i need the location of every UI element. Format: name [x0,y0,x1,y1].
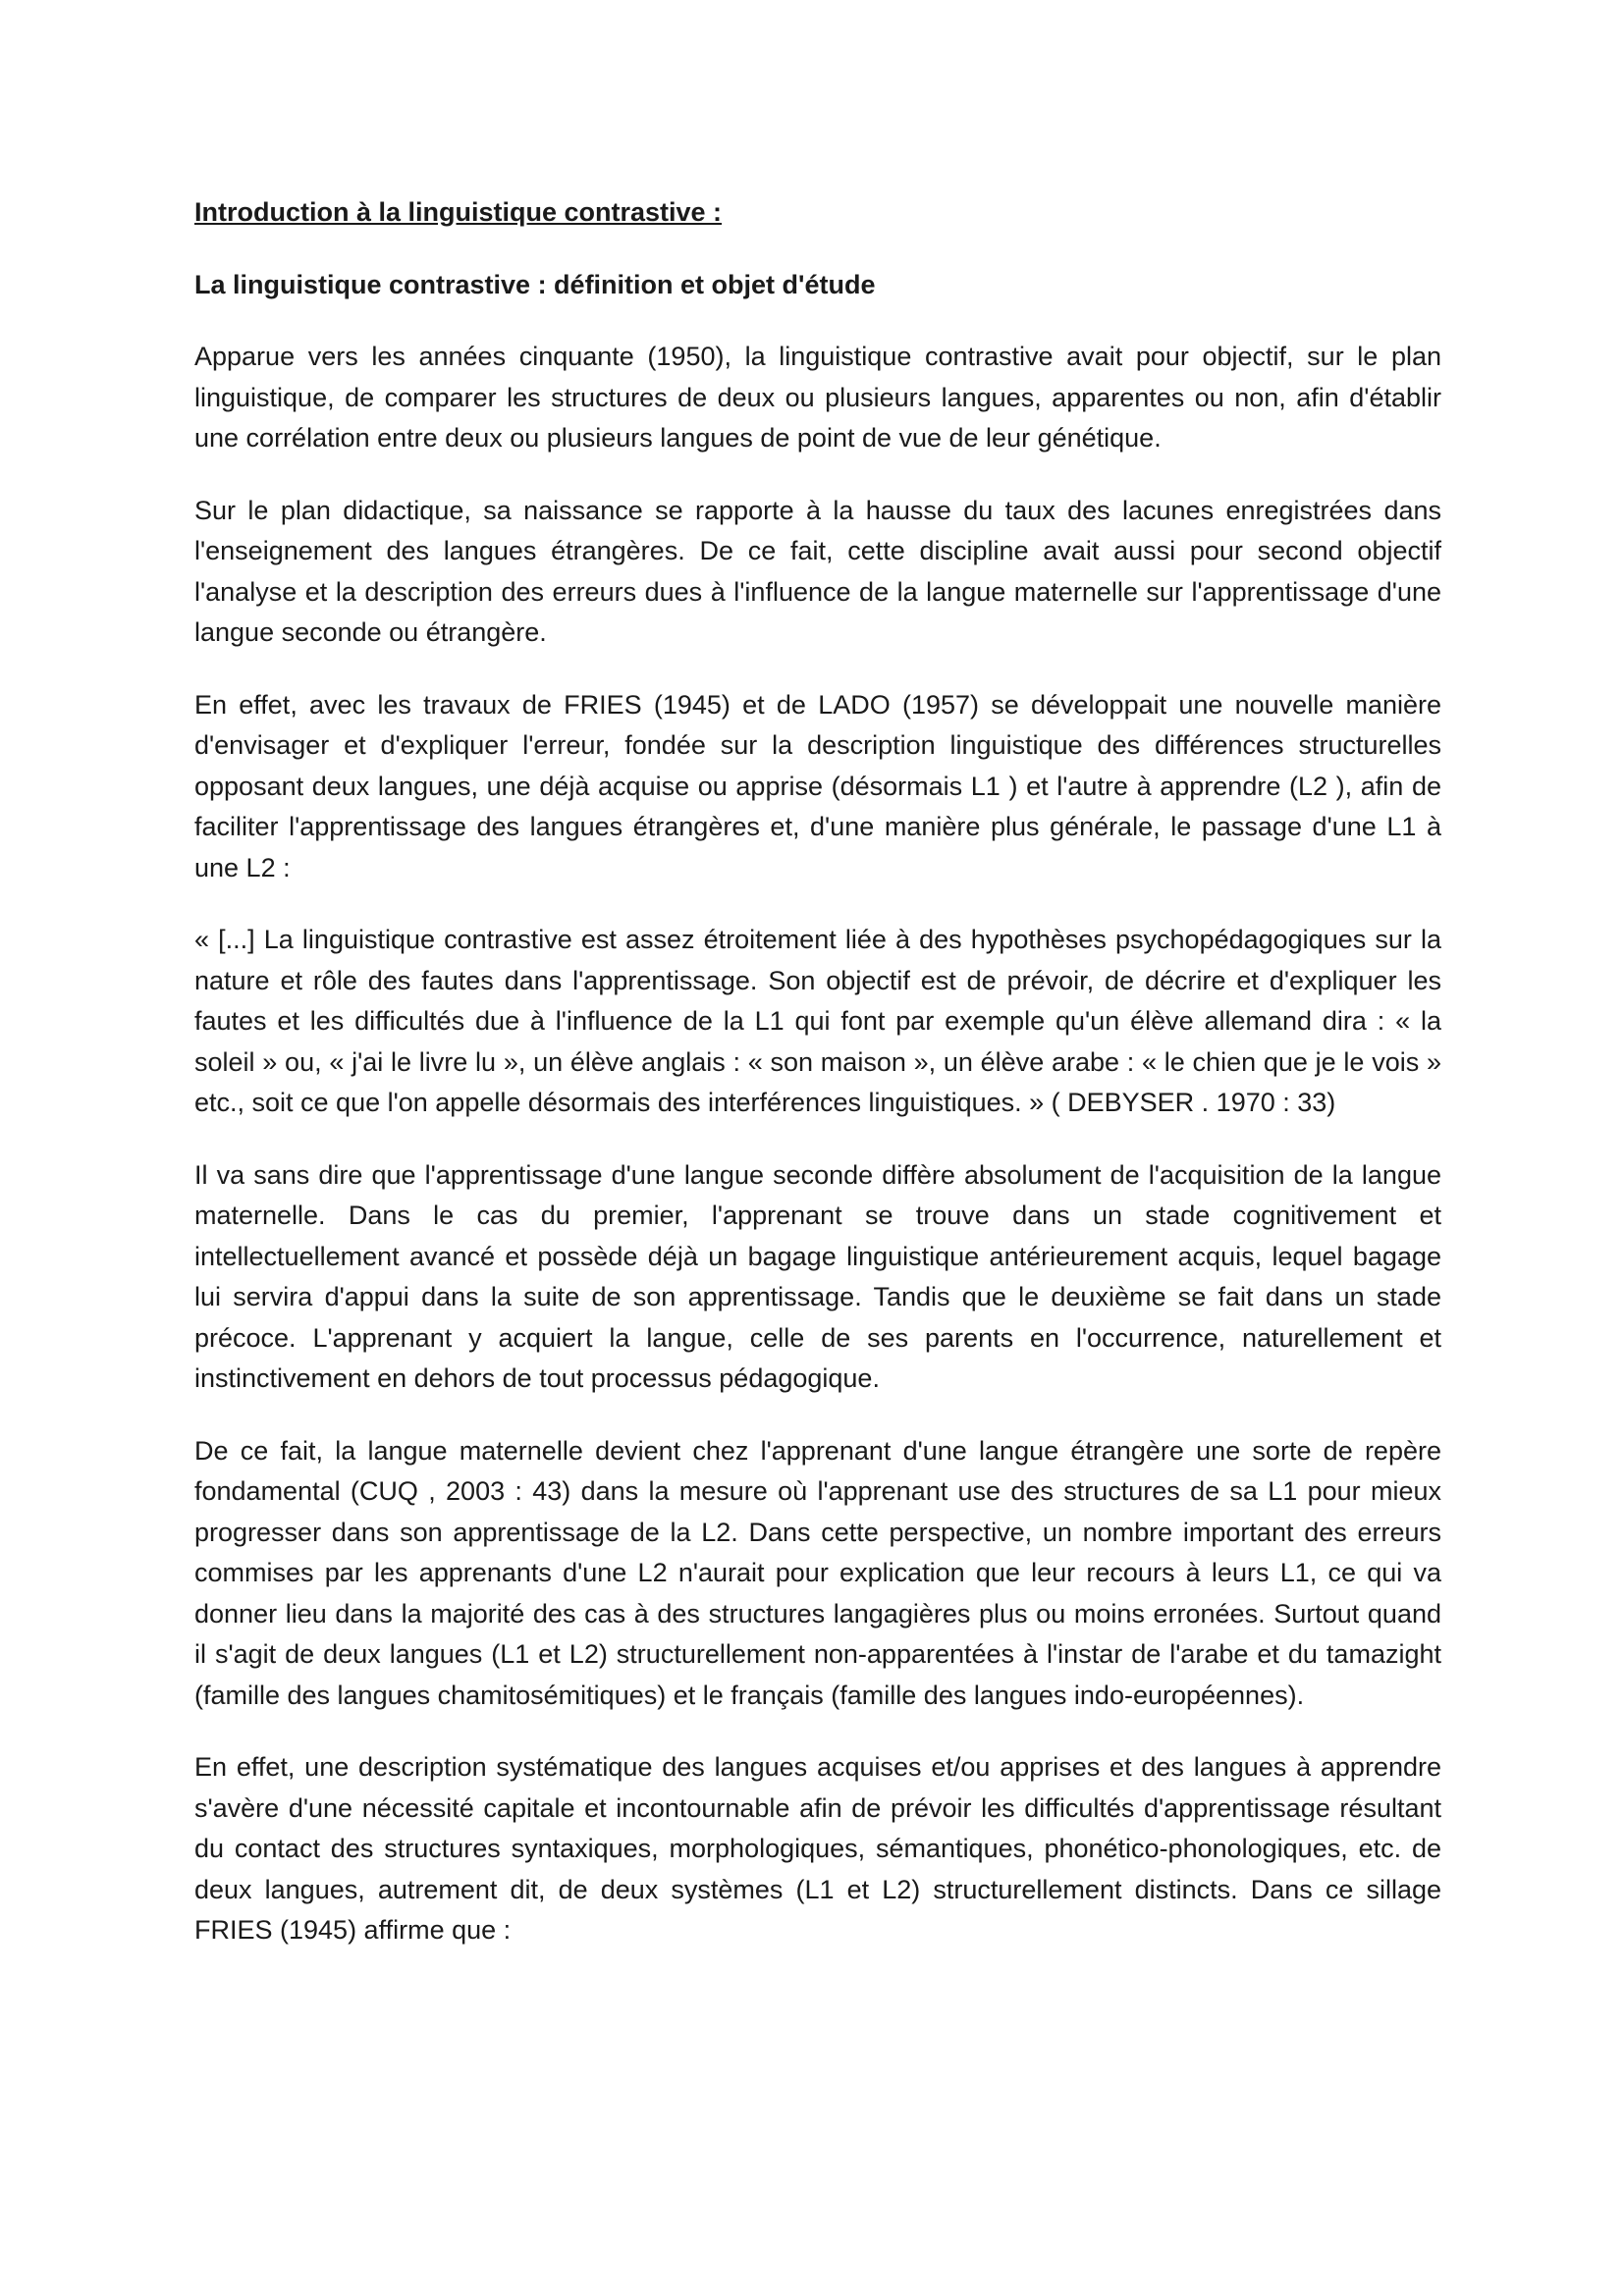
paragraph-origin: Apparue vers les années cinquante (1950), la linguistique contrastive avait pour objectif, sur le plan linguistique, de comparer les structures de deux ou plusieurs langues, apparentes ou non, afin d'établir une corrélation entre deux ou plusieurs langues de point de vue de leur génétique. [194,342,1441,453]
paragraph-fries-lado: En effet, avec les travaux de FRIES (1945) et de LADO (1957) se développait une nouvelle manière d'envisager et d'expliquer l'erreur, fondée sur la description linguistique des différences structurelles opposant deux langues, une déjà acquise ou apprise (désormais L1 ) et l'autre à apprendre (L2 ), afin de faciliter l'apprentissage des langues étrangères et, d'une manière plus générale, le passage d'une L1 à une L2 : [194,689,1441,882]
document-title: Introduction à la linguistique contrastive : [194,197,723,227]
paragraph-mother-tongue: De ce fait, la langue maternelle devient chez l'apprenant d'une langue étrangère une sorte de repère fondamental (CUQ , 2003 : 43) dans la mesure où l'apprenant use des structures de sa L1 pour mieux progresser dans son apprentissage de la L2. Dans cette perspective, un nombre important des erreurs commises par les apprenants d'une L2 n'aurait pour explication que leur recours à leurs L1, ce qui va donner lieu dans la majorité des cas à des structures langagières plus ou moins erronées. Surtout quand il s'agit de deux langues (L1 et L2) structurellement non-apparentées à l'instar de l'arabe et du tamazight (famille des langues chamitosémitiques) et le français (famille des langues indo-européennes). [194,1435,1441,1710]
paragraph-acquisition: Il va sans dire que l'apprentissage d'une langue seconde diffère absolument de l'acquisition de la langue maternelle. Dans le cas du premier, l'apprenant se trouve dans un stade cognitivement et intellectuellement avancé et possède déjà un bagage linguistique antérieurement acquis, lequel bagage lui servira d'appui dans la suite de son apprentissage. Tandis que le deuxième se fait dans un stade précoce. L'apprenant y acquiert la langue, celle de ses parents en l'occurrence, naturellement et instinctivement en dehors de tout processus pédagogique. [194,1159,1441,1393]
document-body [194,192,1441,1951]
section-heading: La linguistique contrastive : définition et objet d'étude [194,269,876,299]
paragraph-debyser-quote: « [...] La linguistique contrastive est assez étroitement liée à des hypothèses psychopédagogiques sur la nature et rôle des fautes dans l'apprentissage. Son objectif est de prévoir, de décrire et d'expliquer les fautes et les difficultés due à l'influence de la L1 qui font par exemple qu'un élève allemand dira : « la soleil » ou, « j'ai le livre lu », un élève anglais : « son maison », un élève arabe : « le chien que je le vois » etc., soit ce que l'on appelle désormais des interférences linguistiques. » ( DEBYSER . 1970 : 33) [194,925,1441,1117]
paragraph-systematic-description: En effet, une description systématique des langues acquises et/ou apprises et des langues à apprendre s'avère d'une nécessité capitale et incontournable afin de prévoir les difficultés d'apprentissage résultant du contact des structures syntaxiques, morphologiques, sémantiques, phonético-phonologiques, etc. de deux langues, autrement dit, de deux systèmes (L1 et L2) structurellement distincts. Dans ce sillage FRIES (1945) affirme que : [194,1752,1441,1945]
paragraph-didactic: Sur le plan didactique, sa naissance se rapporte à la hausse du taux des lacunes enregistrées dans l'enseignement des langues étrangères. De ce fait, cette discipline avait aussi pour second objectif l'analyse et la description des erreurs dues à l'influence de la langue maternelle sur l'apprentissage d'une langue seconde ou étrangère. [194,495,1441,647]
